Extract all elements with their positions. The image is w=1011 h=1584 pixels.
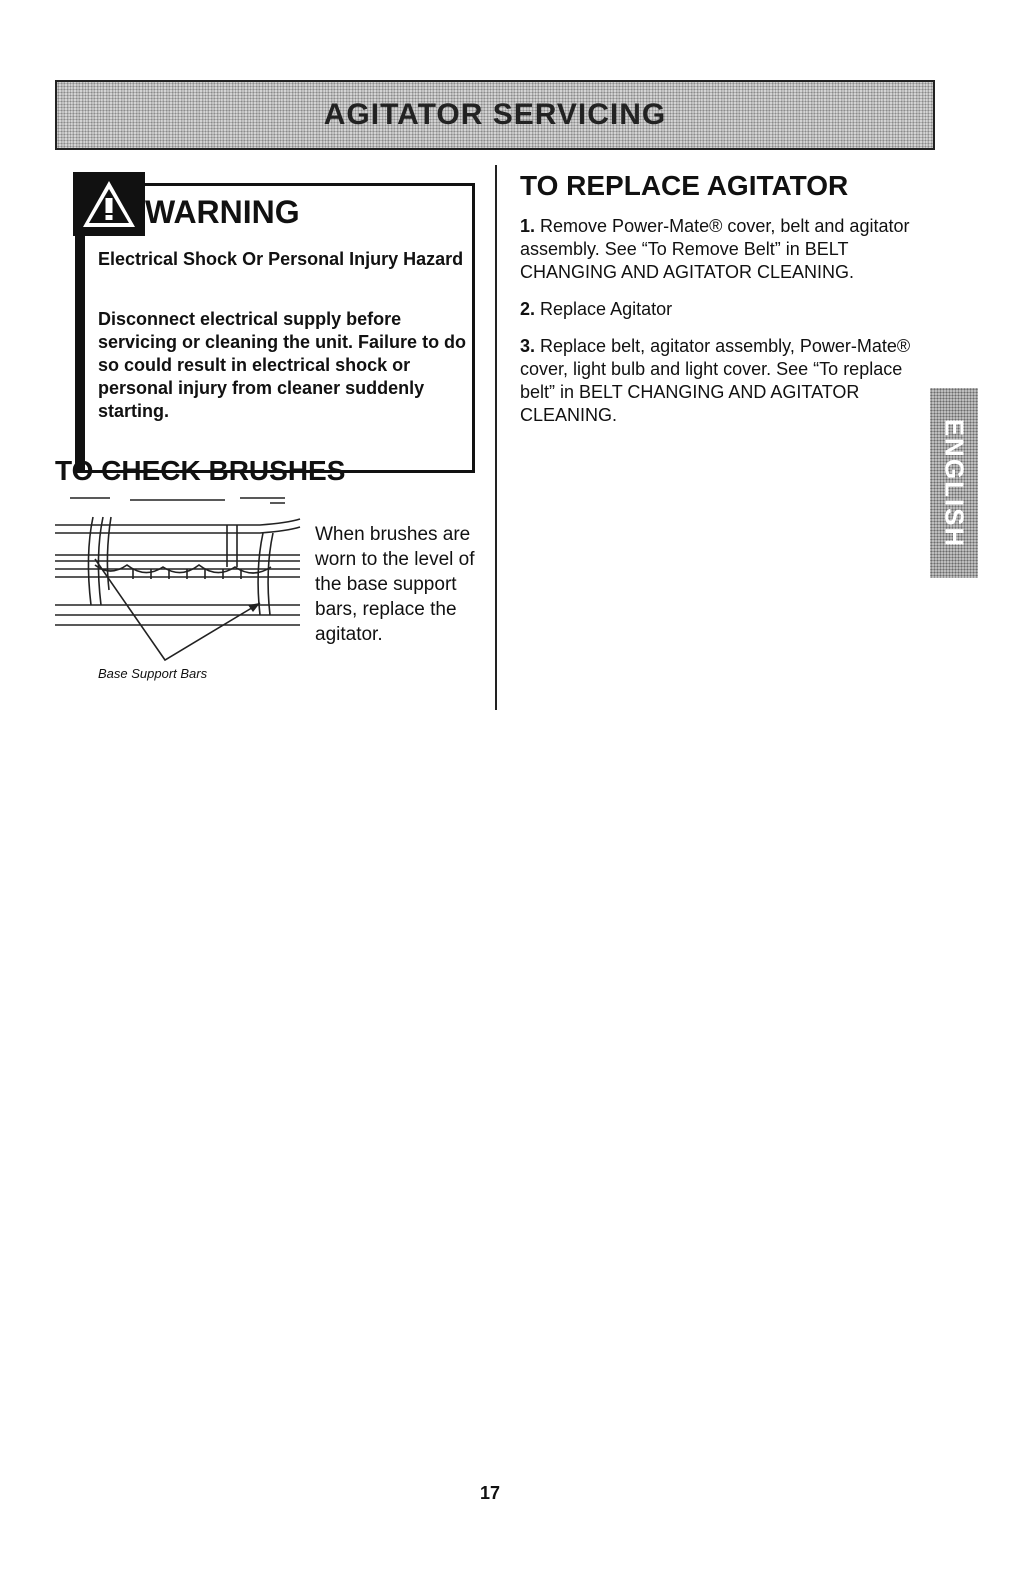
warning-box [75, 183, 475, 473]
language-tab [930, 388, 978, 578]
list-item: 3. Replace belt, agitator assembly, Power-Mate® cover, light bulb and light cover. See “To replace belt” in BELT CHANGING AND AGITATOR CLEANING. [520, 336, 911, 425]
warning-heading: WARNING [145, 194, 300, 230]
warning-triangle-icon [73, 172, 145, 236]
figure-label: Base Support Bars [98, 666, 208, 681]
page-title: AGITATOR SERVICING [323, 98, 667, 131]
language-tab-label: ENGLISH [939, 418, 970, 548]
list-item: 2. Replace Agitator [520, 299, 673, 319]
agitator-illustration [55, 495, 305, 665]
warning-subheading: Electrical Shock Or Personal Injury Hazard [98, 249, 464, 269]
page-number: 17 [480, 1483, 501, 1503]
replace-steps [520, 215, 920, 441]
list-item: 1. Remove Power-Mate® cover, belt and agitator assembly. See “To Remove Belt” in BELT CHANGING AND AGITATOR CLEANING. [520, 216, 910, 282]
replace-agitator-heading: TO REPLACE AGITATOR [520, 170, 849, 201]
section-banner [55, 80, 935, 150]
column-divider [495, 165, 497, 710]
check-brushes-heading: TO CHECK BRUSHES [55, 455, 346, 486]
check-brushes-text: When brushes are worn to the level of the base support bars, replace the agitator. [315, 524, 475, 645]
warning-body: Disconnect electrical supply before servicing or cleaning the unit. Failure to do so could result in electrical shock or personal injury from cleaner suddenly starting. [98, 309, 467, 421]
